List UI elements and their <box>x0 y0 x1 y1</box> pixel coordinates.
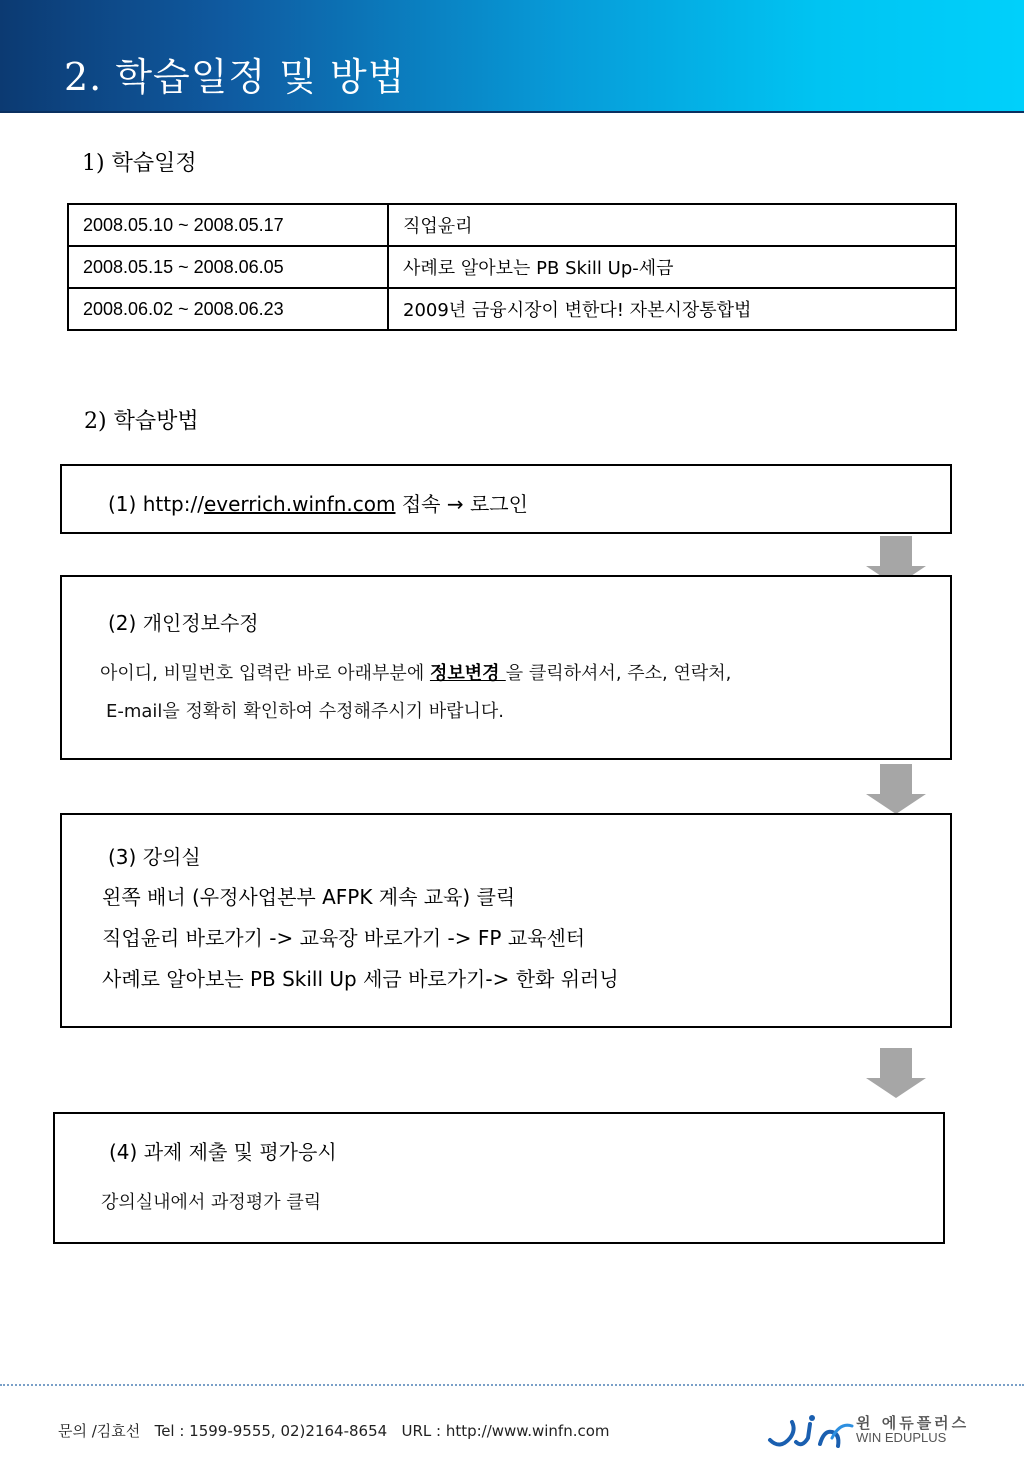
table-row <box>68 204 956 246</box>
info-change-link[interactable]: 정보변경 <box>429 663 506 684</box>
step4-title: (4) 과제 제출 및 평가응시 <box>109 1140 337 1164</box>
step1-text <box>108 488 528 517</box>
step1-prefix: (1) http:// <box>108 492 204 516</box>
schedule-date: 2008.05.15 ~ 2008.06.05 <box>68 246 388 288</box>
step2-title: (2) 개인정보수정 <box>108 611 259 635</box>
step3-line2: 직업윤리 바로가기 -> 교육장 바로가기 -> FP 교육센터 <box>102 926 586 950</box>
footer-contact: 문의 /김효선 Tel : 1599-9555, 02)2164-8654 URL : http://www.winfn.com <box>58 1422 610 1440</box>
schedule-heading: 1) 학습일정 <box>82 151 197 176</box>
step3-line1: 왼쪽 배너 (우정사업본부 AFPK 계속 교육) 클릭 <box>102 885 516 909</box>
step4-line1: 강의실내에서 과정평가 클릭 <box>101 1192 322 1213</box>
page-title: 2. 학습일정 및 방법 <box>64 55 406 99</box>
table-row <box>68 246 956 288</box>
step2-line2: E-mail을 정확히 확인하여 수정해주시기 바랍니다. <box>106 701 505 722</box>
schedule-course: 직업윤리 <box>388 204 956 246</box>
schedule-table <box>67 203 957 331</box>
step1-suffix: 접속 → 로그인 <box>395 492 528 516</box>
table-row <box>68 288 956 330</box>
title-banner <box>0 0 1024 113</box>
footer-divider <box>0 1384 1024 1386</box>
step1-box <box>60 464 952 534</box>
step3-box <box>60 813 952 1028</box>
schedule-date: 2008.05.10 ~ 2008.05.17 <box>68 204 388 246</box>
schedule-course: 2009년 금융시장이 변한다! 자본시장통합법 <box>388 288 956 330</box>
step3-line3: 사례로 알아보는 PB Skill Up 세금 바로가기-> 한화 위러닝 <box>102 967 619 991</box>
step4-box <box>53 1112 945 1244</box>
site-link[interactable]: everrich.winfn.com <box>203 492 396 516</box>
step2-line1-pre: 아이디, 비밀번호 입력란 바로 아래부분에 <box>100 663 430 684</box>
method-heading: 2) 학습방법 <box>84 409 199 434</box>
schedule-course: 사례로 알아보는 PB Skill Up-세금 <box>388 246 956 288</box>
step2-line1 <box>100 659 731 685</box>
logo-english-text: WIN EDUPLUS <box>856 1430 947 1445</box>
logo-korean-text: 윈 에듀플러스 <box>856 1414 970 1432</box>
step2-line1-post: 을 클릭하셔서, 주소, 연락처, <box>505 663 732 684</box>
down-arrow-icon <box>866 764 926 814</box>
schedule-date: 2008.06.02 ~ 2008.06.23 <box>68 288 388 330</box>
down-arrow-icon <box>866 1048 926 1098</box>
step2-box <box>60 575 952 760</box>
step3-title: (3) 강의실 <box>108 845 201 869</box>
